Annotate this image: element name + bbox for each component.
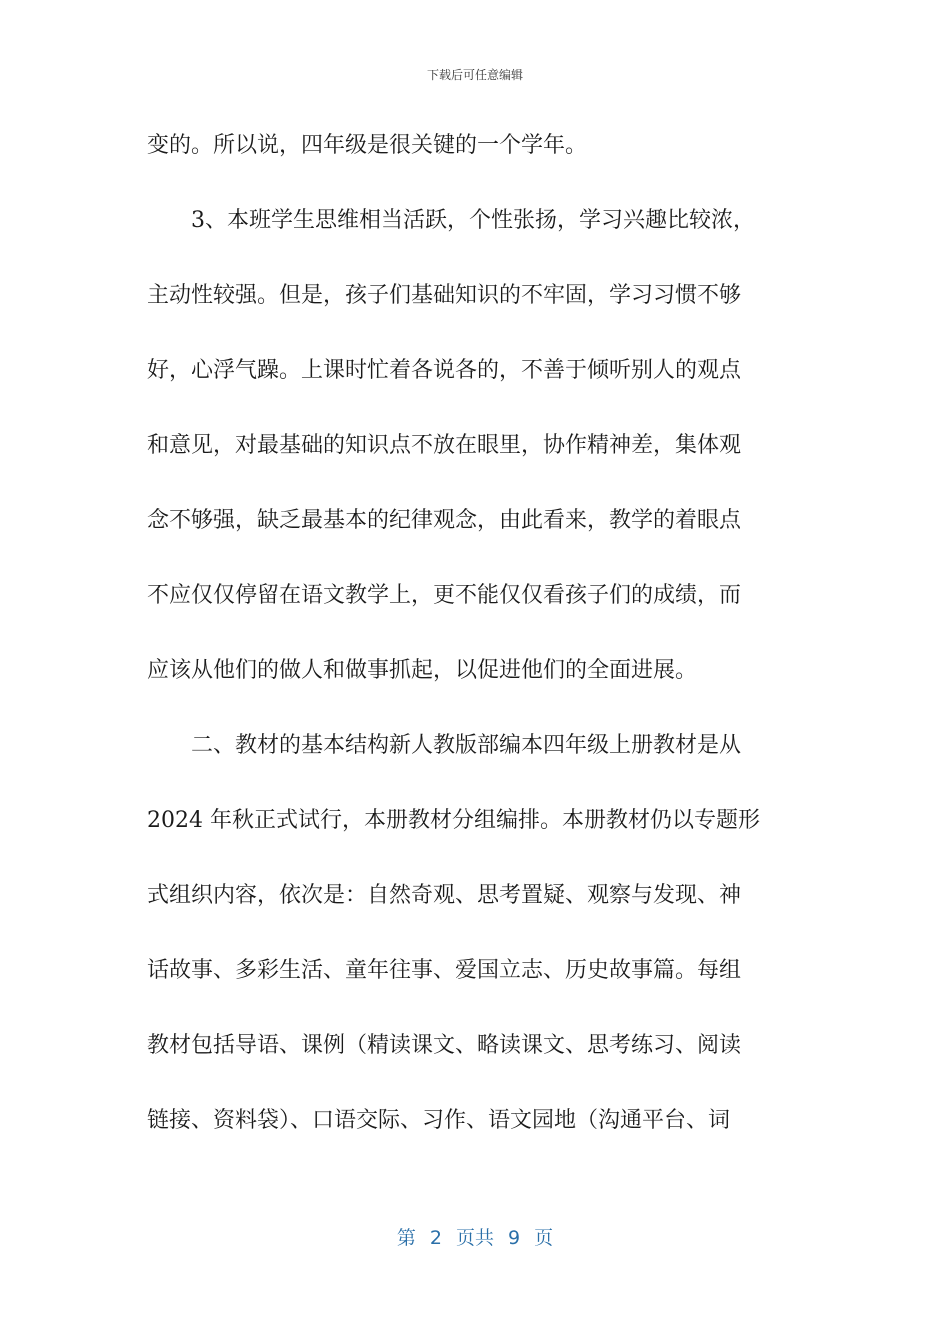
- text-line: 和意见，对最基础的知识点不放在眼里，协作精神差，集体观: [147, 433, 742, 458]
- text-line: 主动性较强。但是，孩子们基础知识的不牢固，学习习惯不够: [147, 283, 742, 308]
- text-line: 应该从他们的做人和做事抓起，以促进他们的全面进展。: [147, 658, 698, 683]
- text-line: 3、本班学生思维相当活跃，个性张扬，学习兴趣比较浓，: [147, 208, 755, 233]
- page-number-footer: 第 2 页共 9 页: [396, 1227, 554, 1249]
- text-line: 教材包括导语、课例（精读课文、略读课文、思考练习、阅读: [147, 1033, 742, 1058]
- text-line: 2024 年秋正式试行，本册教材分组编排。本册教材仍以专题形: [147, 808, 760, 833]
- page-header-note: 下载后可任意编辑: [426, 68, 523, 82]
- text-line: 链接、资料袋）、口语交际、习作、语文园地（沟通平台、词: [147, 1108, 731, 1133]
- text-line: 话故事、多彩生活、童年往事、爱国立志、历史故事篇。每组: [147, 958, 742, 983]
- text-line: 二、教材的基本结构新人教版部编本四年级上册教材是从: [147, 733, 742, 758]
- text-line: 念不够强，缺乏最基本的纪律观念，由此看来，教学的着眼点: [147, 508, 742, 533]
- text-line: 变的。所以说，四年级是很关键的一个学年。: [147, 133, 588, 158]
- document-body: [147, 122, 797, 1172]
- text-line: 好，心浮气躁。上课时忙着各说各的，不善于倾听别人的观点: [147, 358, 742, 383]
- text-line: 式组织内容，依次是：自然奇观、思考置疑、观察与发现、神: [147, 883, 742, 908]
- text-line: 不应仅仅停留在语文教学上，更不能仅仅看孩子们的成绩，而: [147, 583, 742, 608]
